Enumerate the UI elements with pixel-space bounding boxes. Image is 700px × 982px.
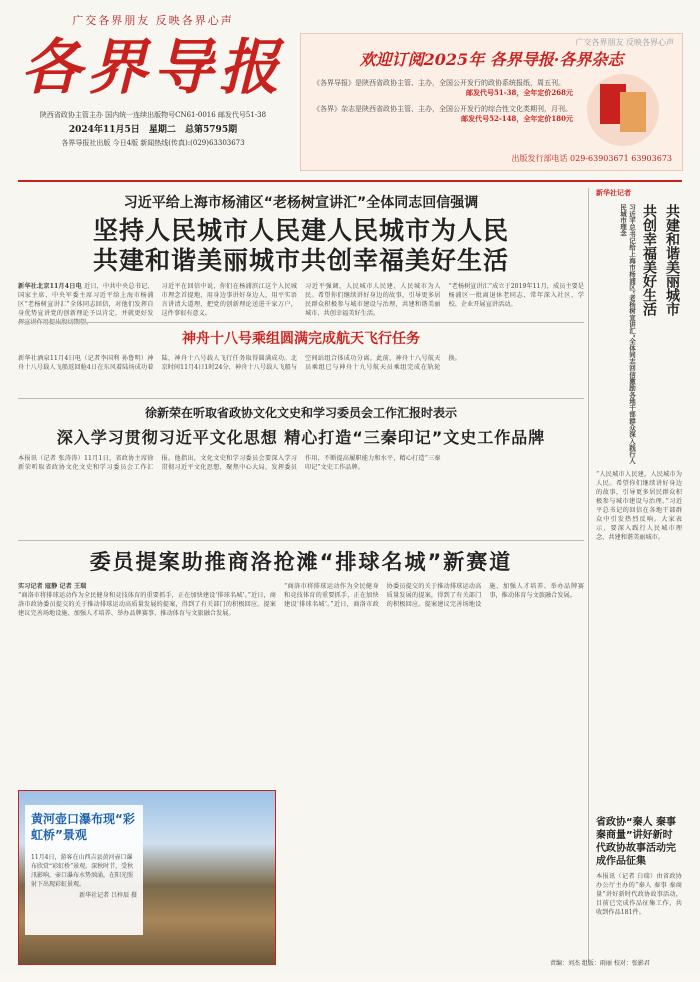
divider — [18, 322, 584, 323]
lead-body2: 习近平在回信中说，你们在杨浦滨江这个人民城市理念首提地，用身边事讲好身边人，用平实语言讲清大道理，把党的创新理论送进千家万户，这件事很有意义。 — [161, 283, 297, 317]
masthead — [18, 12, 288, 180]
lead-body1: 近日，中共中央总书记、国家主席、中央军委主席习近平给上海市杨浦区“老杨树宣讲汇”全体同志回信，对他们发挥自身优势宣讲党的创新理论予以肯定，并就更好发 — [18, 283, 154, 317]
waterfall-photo — [18, 790, 276, 965]
ad-title: 欢迎订阅2025年 各界导报·各界杂志 — [359, 50, 624, 69]
ad-line1: 《各界导报》是陕西省政协主管、主办，全国公开发行的政协系统报纸，周五刊。 — [313, 79, 565, 87]
right-title2: 共创幸福美好生活 — [641, 204, 657, 316]
column-divider — [588, 188, 589, 963]
right-story-title: 省政协“秦人 秦事 秦商量”讲好新时代政协故事活动完成作品征集 — [596, 817, 677, 867]
subscription-ad — [300, 33, 683, 171]
magazine-covers-icon — [578, 70, 668, 150]
right-body: “人民城市人民建，人民城市为人民。希望你们继续讲好身边的故事，引导更多居民群众积极参与城市建设与治理。”习近平总书记的回信在各地干部群众中引发热烈反响。大家表示，要深入践行人民城市理念，共建和谐美丽城市。 — [596, 471, 682, 541]
right-title1: 共建和谐美丽城市 — [664, 204, 680, 316]
photo-caption: 11月4日，游客在山西吉县黄河壶口瀑布欣赏“彩虹桥”景观。深秋时节，受秋汛影响，壶口瀑布水势汹涌，在阳光照射下出现彩虹景观。 — [31, 854, 134, 888]
culture-kicker: 徐新荣在听取省政协文化文史和学习委员会工作汇报时表示 — [144, 406, 457, 420]
lead-byline: 新华社北京11月4日电 — [18, 283, 82, 290]
issue-date: 2024年11月5日 — [68, 125, 140, 135]
spaceflight-body: 新华社酒泉11月4日电（记者李国利 孙鲁明）神舟十八号载人飞船返回舱4日在东风着陆场成功着陆，神舟十八号载人飞行任务取得圆满成功。北京时间11月4日1时24分，神舟十八号载人飞船与空间站组合体成功分离。此前，神舟十八号航天员乘组已与神舟十九号航天员乘组完成在轨轮换。 — [18, 355, 461, 371]
right-column — [596, 188, 682, 963]
divider — [18, 398, 584, 399]
masthead-rule — [18, 180, 682, 182]
right-label: 新华社记者 — [596, 188, 631, 197]
ad-slogan: 广交各界朋友 反映各界心声 — [575, 38, 674, 47]
ad-line2: 《各界》杂志是陕西省政协主管、主办，全国公开发行的综合性文化类期刊，月刊。 — [313, 105, 572, 113]
volleyball-story — [18, 546, 584, 782]
masthead-slogan: 广交各界朋友 反映各界心声 — [72, 14, 234, 27]
photo-title: 黄河壶口瀑布现“彩虹桥”景观 — [31, 812, 135, 842]
publication-info: 陕西省政协主管主办 国内统一连续出版物号CN61-0016 邮发代号51-38 — [39, 111, 267, 119]
lead-body4: “老杨树宣讲汇”成立于2019年11月，成员主要是杨浦区一批离退休老同志，常年深入社区、学校、企业开展宣讲活动。 — [448, 283, 584, 308]
lead-body3: 习近平强调，人民城市人民建、人民城市为人民。希望你们继续讲好身边的故事，引导更多居民群众积极参与城市建设与治理，共建和谐美丽城市、共创幸福美好生活。 — [305, 283, 441, 317]
volleyball-byline: 实习记者 寇静 记者 王瑞 — [18, 583, 87, 590]
spaceflight-title: 神舟十八号乘组圆满完成航天飞行任务 — [182, 331, 420, 347]
divider — [18, 540, 584, 541]
culture-body: 本报讯（记者 张涛涛）11月1日，省政协主席徐新荣听取省政协文化文史和学习委员会工作汇报。他指出，文化文史和学习委员会要深入学习贯彻习近平文化思想，聚焦中心大局，发挥委员作用，不断提高履职能力和水平，精心打造“三秦印记”文史工作品牌。 — [18, 455, 441, 471]
culture-story — [18, 404, 584, 526]
lead-title-line1: 坚持人民城市人民建人民城市为人民 — [92, 216, 509, 245]
issue-weekday: 星期二 — [148, 125, 176, 135]
volleyball-title: 委员提案助推商洛抢滩“排球名城”新赛道 — [89, 550, 513, 574]
ad-price1: 邮发代号51-38，全年定价268元 — [466, 88, 573, 97]
ad-price2: 邮发代号52-148，全年定价180元 — [461, 114, 573, 123]
issue-number: 总第5795期 — [185, 125, 238, 135]
newspaper-title: 各界导报 — [21, 33, 285, 103]
right-subtitle: 习近平总书记给上海市杨浦区“老杨树宣讲汇”全体同志回信激励各地干部群众深入践行人民城市理念 — [619, 204, 636, 464]
edition-info: 各界导报社出版 今日4版 新闻热线(传真):(029)63303673 — [61, 139, 245, 147]
right-story-body: 本报讯（记者 白瑞）由省政协办公厅主办的“秦人 秦事 秦商量”讲好新时代政协故事活动，目前已完成作品征集工作，共收到作品181件。 — [596, 873, 682, 916]
volleyball-body: “商洛市将排球运动作为全民健身和竞技体育的重要抓手，正在加快建设‘排球名城’。”近日，商洛市政协委员提交的关于推动排球运动高质量发展的提案，得到了有关部门的积极回应。提案建议完善场地设施、加强人才培养、举办品牌赛事，推动体育与文旅融合发展。 — [18, 592, 276, 617]
page-footer: 责编：刘杰 组版：雨丽 校对：张影君 — [550, 960, 650, 967]
culture-title: 深入学习贯彻习近平文化思想 精心打造“三秦印记”文史工作品牌 — [56, 428, 546, 447]
ad-phone: 出版发行部电话 029-63903671 63903673 — [511, 154, 672, 163]
photo-credit: 新华社记者 吕梓辰 摄 — [79, 892, 137, 899]
photo-caption-box — [25, 805, 143, 935]
volleyball-col2: “商洛市将排球运动作为全民健身和竞技体育的重要抓手，正在加快建设‘排球名城’。”近日，商洛市政协委员提交的关于推动排球运动高质量发展的提案，得到了有关部门的积极回应。提案建议完善场地设施、加强人才培养、举办品牌赛事，推动体育与文旅融合发展。 — [284, 583, 584, 608]
spaceflight-story — [18, 328, 584, 399]
ad-body — [313, 78, 573, 124]
dateline — [18, 122, 288, 135]
lead-title-line2: 共建和谐美丽城市共创幸福美好生活 — [92, 246, 509, 275]
lead-kicker: 习近平给上海市杨浦区“老杨树宣讲汇”全体同志回信强调 — [123, 195, 479, 211]
